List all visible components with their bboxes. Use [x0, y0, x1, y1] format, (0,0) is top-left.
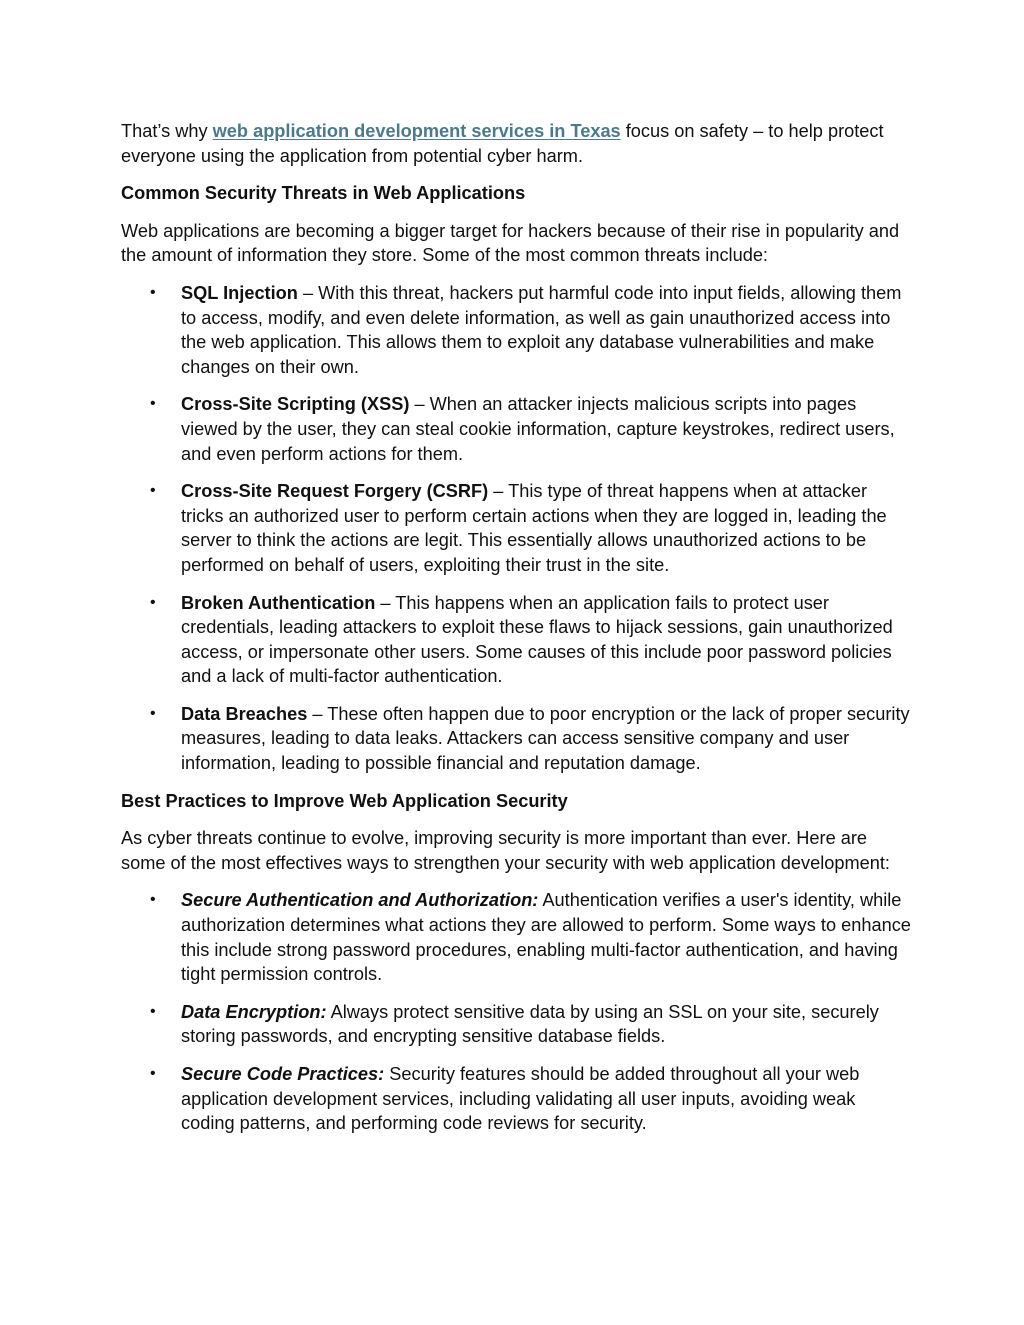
bullet-icon: •	[150, 1002, 156, 1020]
intro-prefix: That’s why	[121, 121, 213, 141]
practice-term: Secure Authentication and Authorization:	[181, 890, 539, 911]
best-practices-list	[121, 888, 911, 1135]
intro-paragraph	[121, 119, 911, 168]
practice-description: Security features should be added throughout all your web application development services, including validating all user inputs, avoiding weak coding patterns, and performing code reviews for security.	[181, 1064, 860, 1134]
list-item	[121, 591, 911, 689]
list-item	[121, 281, 911, 379]
texas-services-link[interactable]: web application development services in Texas	[212, 121, 621, 141]
bullet-icon: •	[150, 593, 156, 611]
list-item	[121, 392, 911, 466]
threat-term: SQL Injection	[181, 282, 298, 303]
threat-description: – With this threat, hackers put harmful code into input fields, allowing them to access, modify, and even delete information, as well as gain unauthorized access into the web application. This allows them to exploit any database vulnerabilities and make changes on their own.	[181, 282, 902, 377]
best-practices-intro-paragraph: As cyber threats continue to evolve, improving security is more important than ever. Here are some of the most effectives ways to strengthen your security with web application development:	[121, 828, 890, 873]
bullet-icon: •	[150, 891, 156, 909]
threats-intro-paragraph: Web applications are becoming a bigger target for hackers because of their rise in popularity and the amount of information they store. Some of the most common threats include:	[121, 220, 900, 266]
list-item	[121, 479, 911, 577]
section-heading-threats: Common Security Threats in Web Applications	[121, 183, 526, 204]
threat-description: – When an attacker injects malicious scripts into pages viewed by the user, they can steal cookie information, capture keystrokes, redirect users, and even perform actions for them.	[181, 394, 895, 464]
threat-description: – These often happen due to poor encryption or the lack of proper security measures, leading to data leaks. Attackers can access sensitive company and user information, leading to possible financial and reputation damage.	[181, 703, 910, 774]
bullet-icon: •	[150, 395, 156, 413]
threat-term: Cross-Site Scripting (XSS)	[181, 394, 410, 415]
threat-term: Cross-Site Request Forgery (CSRF)	[181, 481, 489, 502]
list-item	[121, 1062, 911, 1136]
document-page	[121, 119, 911, 1149]
practice-description: Authentication verifies a user's identity, while authorization determines what actions they are allowed to perform. Some ways to enhance this include strong password procedures, enabling multi-factor authentication, and having tight permission controls.	[181, 890, 911, 985]
threats-list	[121, 281, 911, 776]
practice-term: Secure Code Practices:	[181, 1064, 385, 1084]
threat-description: – This happens when an application fails to protect user credentials, leading attackers to exploit these flaws to hijack sessions, gain unauthorized access, or impersonate other users. Some causes of this include poor password policies and a lack of multi-factor authentication.	[181, 592, 893, 687]
threat-description: – This type of threat happens when at attacker tricks an authorized user to perform certain actions when they are logged in, leading the server to think the actions are legit. This essentially allows unauthorized actions to be performed on behalf of users, exploiting their trust in the site.	[181, 481, 887, 575]
practice-term: Data Encryption:	[181, 1001, 327, 1022]
bullet-icon: •	[150, 482, 156, 500]
threat-term: Data Breaches	[181, 703, 308, 724]
list-item	[121, 702, 911, 776]
list-item	[121, 888, 911, 986]
practice-description: Always protect sensitive data by using an SSL on your site, securely storing passwords, and encrypting sensitive database fields.	[181, 1001, 879, 1047]
list-item	[121, 1000, 911, 1049]
bullet-icon: •	[150, 1065, 156, 1082]
bullet-icon: •	[150, 283, 156, 301]
section-heading-best-practices: Best Practices to Improve Web Application Security	[121, 790, 568, 811]
threat-term: Broken Authentication	[181, 592, 376, 613]
bullet-icon: •	[150, 704, 156, 722]
intro-suffix: focus on safety – to help protect everyone using the application from potential cyber harm.	[121, 121, 884, 166]
